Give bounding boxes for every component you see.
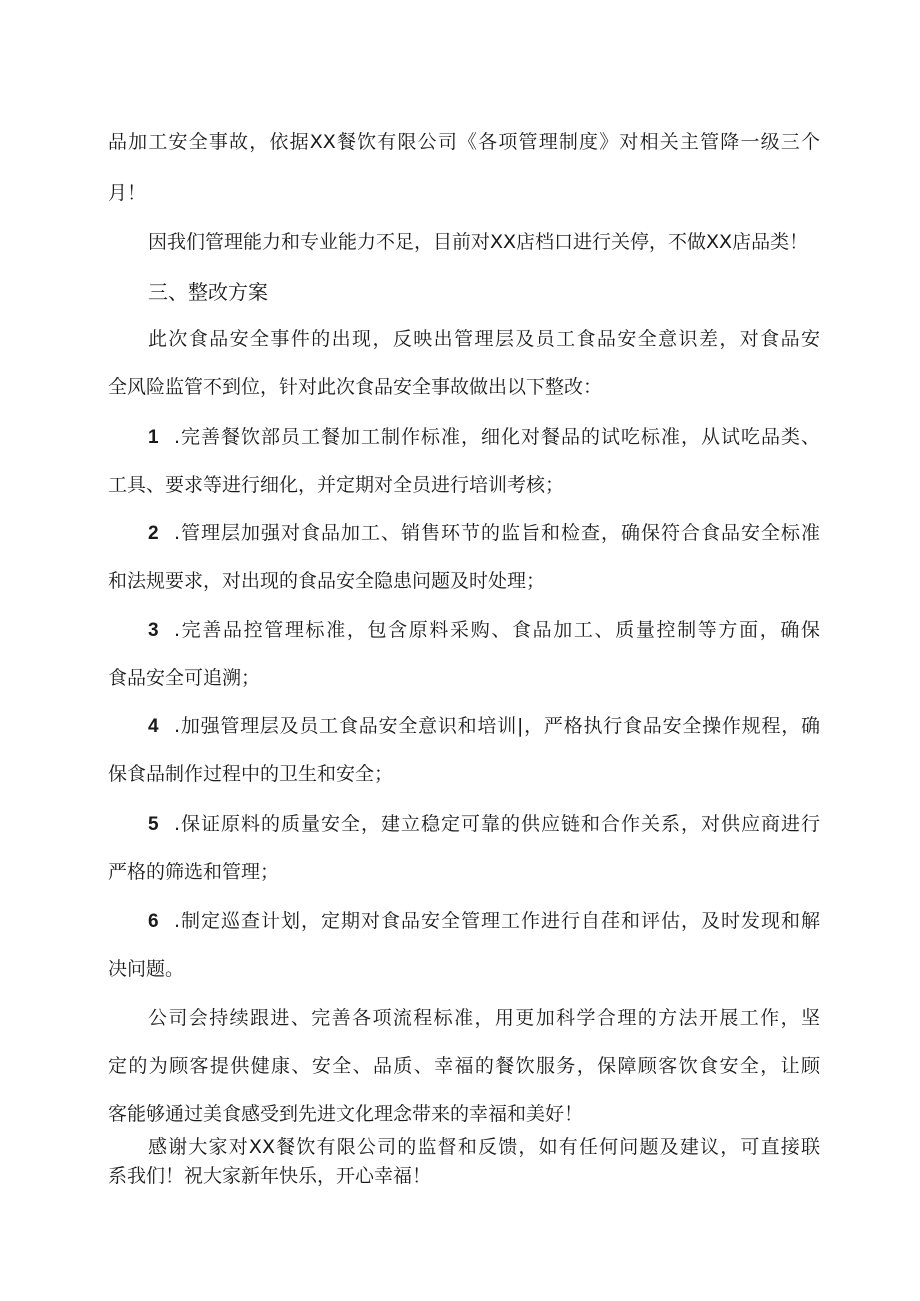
paragraph-line: 定的为顾客提供健康、安全、品质、幸福的餐饮服务，保障顾客饮食安全，让顾 — [108, 1055, 820, 1077]
list-item-number: 5 — [148, 814, 159, 835]
paragraph-line: 客能够通过美食感受到先进文化理念带来的幸福和美好！ — [108, 1103, 584, 1125]
list-item-text: .加强管理层及员工食品安全意识和培训|，严格执行食品安全操作规程，确 — [174, 715, 820, 737]
paragraph-line: 工具、要求等进行细化，并定期对全员进行培训考核； — [108, 474, 565, 496]
list-item-text: .保证原料的质量安全，建立稳定可靠的供应链和合作关系，对供应商进行 — [174, 813, 820, 835]
list-item-text: .完善品控管理标准，包含原料采购、食品加工、质量控制等方面，确保 — [174, 619, 820, 641]
paragraph-line: 严格的筛选和管理； — [108, 861, 280, 883]
paragraph-line: 品加工安全事故，依据XX餐饮有限公司《各项管理制度》对相关主管降一级三个 — [108, 131, 820, 153]
paragraph-line: 感谢大家对XX餐饮有限公司的监督和反馈，如有任何问题及建议，可直接联 — [148, 1136, 820, 1158]
section-heading: 三、整改方案 — [148, 280, 268, 304]
paragraph-line: 全风险监管不到位，针对此次食品安全事故做出以下整改： — [108, 376, 603, 398]
list-item-2 — [148, 520, 820, 547]
list-item-6 — [148, 908, 820, 935]
paragraph-line: 公司会持续跟进、完善各项流程标准，用更加科学合理的方法开展工作，坚 — [148, 1007, 820, 1029]
paragraph-line: 因我们管理能力和专业能力不足，目前对XX店档口进行关停，不做XX店品类！ — [148, 231, 809, 253]
list-item-text: .管理层加强对食品加工、销售环节的监旨和检查，确保符合食品安全标准 — [174, 522, 820, 544]
paragraph-line: 食品安全可追溯； — [108, 667, 261, 689]
list-item-3 — [148, 617, 820, 644]
list-item-1 — [148, 424, 820, 451]
paragraph-line: 保食品制作过程中的卫生和安全； — [108, 763, 394, 785]
paragraph-line: 决问题。 — [108, 958, 185, 980]
list-item-number: 2 — [148, 523, 159, 544]
list-item-text: .完善餐饮部员工餐加工制作标准，细化对餐品的试吃标准，从试吃品类、 — [174, 426, 820, 448]
paragraph-line: 和法规要求，对出现的食品安全隐患问题及时处理； — [108, 570, 546, 592]
list-item-text: .制定巡查计划，定期对食品安全管理工作进行自荏和评估，及时发现和解 — [174, 910, 820, 932]
list-item-number: 4 — [148, 716, 159, 737]
paragraph-line: 系我们！祝大家新年快乐，开心幸福！ — [108, 1165, 432, 1187]
list-item-5 — [148, 811, 820, 838]
list-item-number: 6 — [148, 911, 159, 932]
list-item-number: 1 — [148, 427, 159, 448]
list-item-number: 3 — [148, 620, 159, 641]
paragraph-line: 此次食品安全事件的出现，反映出管理层及员工食品安全意识差，对食品安 — [148, 328, 820, 350]
list-item-4 — [148, 713, 820, 740]
paragraph-line: 月！ — [108, 182, 147, 204]
